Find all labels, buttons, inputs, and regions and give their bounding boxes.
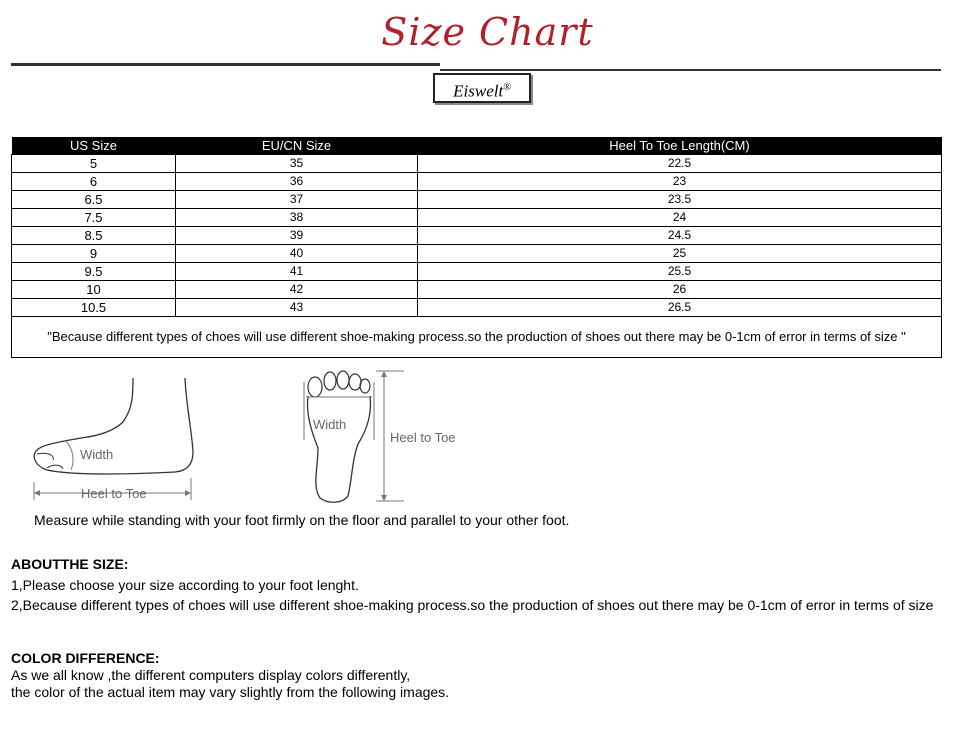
header-rule-bottom (440, 69, 941, 71)
eu-size-cell: 35 (176, 155, 418, 173)
us-size-cell: 9 (12, 245, 176, 263)
length-cell: 24 (418, 209, 942, 227)
top-heel-to-toe-label: Heel to Toe (390, 430, 456, 445)
length-cell: 23 (418, 173, 942, 191)
eu-size-cell: 36 (176, 173, 418, 191)
eu-size-cell: 42 (176, 281, 418, 299)
length-cell: 26.5 (418, 299, 942, 317)
length-cell: 26 (418, 281, 942, 299)
toe-1 (308, 377, 322, 397)
toe-3 (337, 371, 349, 389)
eu-size-cell: 39 (176, 227, 418, 245)
eu-size-cell: 40 (176, 245, 418, 263)
top-foot-diagram (296, 368, 471, 508)
us-size-cell: 10 (12, 281, 176, 299)
toe-2 (324, 372, 336, 390)
table-header-row (12, 137, 942, 155)
table-row (12, 173, 942, 191)
color-difference-line-1: As we all know ,the different computers display colors differently, (11, 667, 411, 683)
width-arc (65, 440, 73, 470)
measure-instruction: Measure while standing with your foot firmly on the floor and parallel to your other foot. (34, 512, 570, 528)
us-size-cell: 7.5 (12, 209, 176, 227)
table-note-row (12, 317, 942, 358)
table-row (12, 299, 942, 317)
us-size-cell: 10.5 (12, 299, 176, 317)
header-rule-top (11, 63, 440, 66)
eu-size-cell: 38 (176, 209, 418, 227)
length-cell: 24.5 (418, 227, 942, 245)
about-size-heading: ABOUTTHE SIZE: (11, 556, 129, 572)
toe-5 (360, 379, 370, 393)
length-cell: 25 (418, 245, 942, 263)
brand-name: Eiswelt (453, 81, 504, 101)
top-width-label: Width (313, 417, 347, 432)
length-cell: 22.5 (418, 155, 942, 173)
side-width-label: Width (80, 447, 114, 462)
table-note: "Because different types of choes will use different shoe-making process.so the production of shoes out there may be 0-1cm of error in terms of size " (12, 317, 942, 358)
color-difference-line-2: the color of the actual item may vary slightly from the following images. (11, 684, 450, 700)
about-size-line-1: 1,Please choose your size according to your foot lenght. (11, 577, 359, 593)
eu-size-cell: 37 (176, 191, 418, 209)
side-foot-outline (34, 378, 193, 474)
column-header-length: Heel To Toe Length(CM) (418, 137, 942, 155)
registered-mark: ® (503, 82, 511, 93)
eu-size-cell: 41 (176, 263, 418, 281)
toe-4 (349, 374, 361, 390)
us-size-cell: 8.5 (12, 227, 176, 245)
table-row (12, 191, 942, 209)
side-foot-diagram (25, 374, 205, 504)
column-header-eu: EU/CN Size (176, 137, 418, 155)
side-heel-to-toe-label: Heel to Toe (81, 486, 147, 501)
length-cell: 25.5 (418, 263, 942, 281)
size-table (11, 137, 942, 358)
color-difference-heading: COLOR DIFFERENCE: (11, 650, 160, 666)
top-foot-outline (307, 396, 370, 502)
eu-size-cell: 43 (176, 299, 418, 317)
page-title: Size Chart (381, 10, 594, 54)
us-size-cell: 6 (12, 173, 176, 191)
table-row (12, 281, 942, 299)
us-size-cell: 9.5 (12, 263, 176, 281)
about-size-line-2: 2,Because different types of choes will use different shoe-making process.so the production of shoes out there may be 0-1cm of error in terms of size (11, 597, 934, 613)
us-size-cell: 6.5 (12, 191, 176, 209)
table-row (12, 245, 942, 263)
length-cell: 23.5 (418, 191, 942, 209)
brand-logo (433, 73, 531, 103)
us-size-cell: 5 (12, 155, 176, 173)
column-header-us: US Size (12, 137, 176, 155)
table-row (12, 263, 942, 281)
table-row (12, 209, 942, 227)
table-row (12, 227, 942, 245)
table-row (12, 155, 942, 173)
